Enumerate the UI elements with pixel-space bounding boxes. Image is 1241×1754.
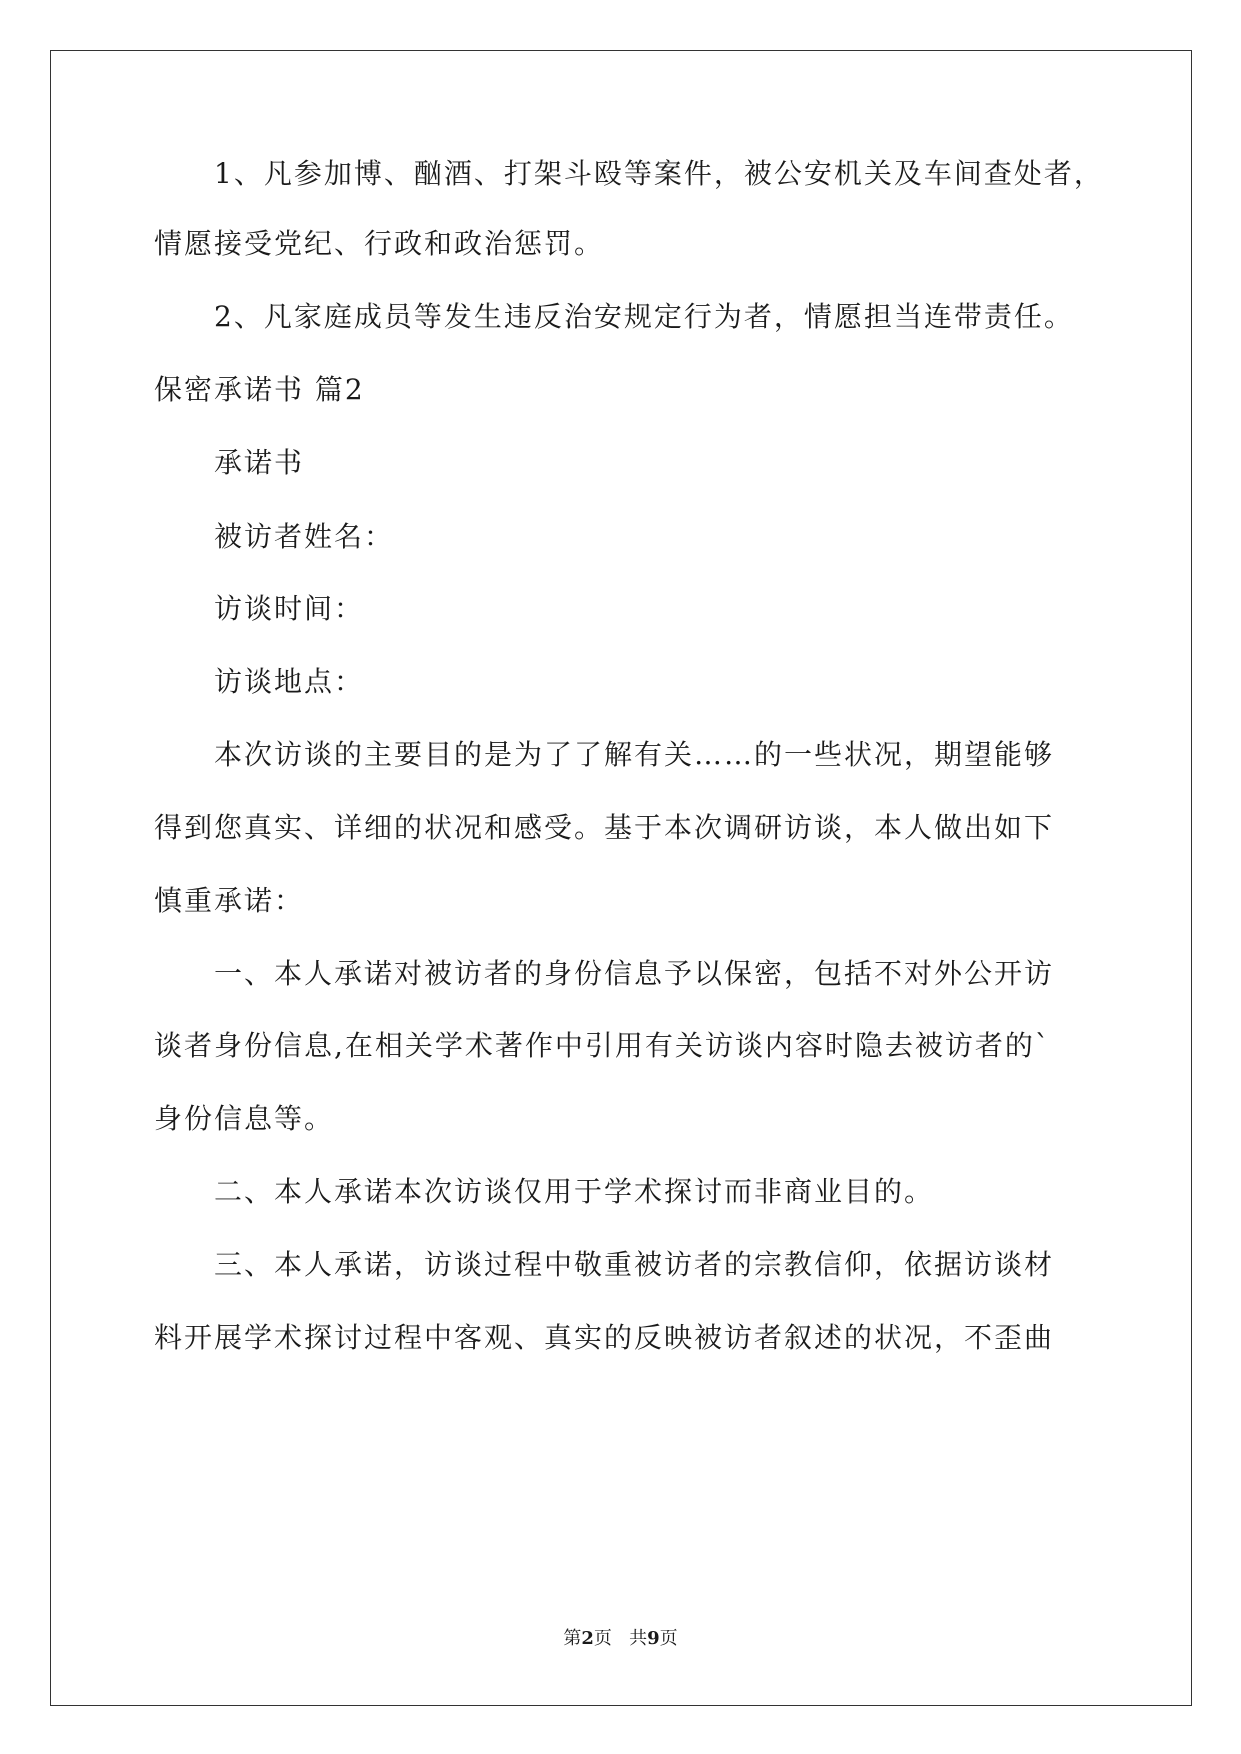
interviewee-name-field: 被访者姓名： bbox=[214, 520, 395, 553]
total-page-count: 9 bbox=[647, 1628, 660, 1649]
paragraph-line: 1、凡参加博、酗酒、打架斗殴等案件，被公安机关及车间查处者， bbox=[214, 157, 1104, 190]
footer-prefix: 第 bbox=[563, 1628, 582, 1649]
paragraph-line: 得到您真实、详细的状况和感受。基于本次调研访谈，本人做出如下 bbox=[154, 811, 1055, 844]
interview-location-field: 访谈地点： bbox=[214, 665, 365, 698]
paragraph-line: 谈者身份信息,在相关学术著作中引用有关访谈内容时隐去被访者的` bbox=[154, 1029, 1051, 1062]
paragraph-line: 情愿接受党纪、行政和政治惩罚。 bbox=[154, 227, 605, 260]
paragraph-line: 本次访谈的主要目的是为了了解有关……的一些状况，期望能够 bbox=[214, 738, 1055, 771]
paragraph-line: 二、本人承诺本次访谈仅用于学术探讨而非商业目的。 bbox=[214, 1175, 935, 1208]
interview-time-field: 访谈时间： bbox=[214, 592, 365, 625]
paragraph-line: 2、凡家庭成员等发生违反治安规定行为者，情愿担当连带责任。 bbox=[214, 300, 1074, 333]
section-heading: 保密承诺书 篇2 bbox=[154, 373, 365, 406]
paragraph-line: 三、本人承诺，访谈过程中敬重被访者的宗教信仰，依据访谈材 bbox=[214, 1248, 1055, 1281]
footer-mid: 页 共 bbox=[593, 1628, 648, 1649]
paragraph-line: 料开展学术探讨过程中客观、真实的反映被访者叙述的状况，不歪曲 bbox=[154, 1321, 1055, 1354]
page-number-footer bbox=[0, 1627, 1241, 1651]
document-subtitle: 承诺书 bbox=[214, 446, 305, 479]
current-page-number: 2 bbox=[581, 1628, 594, 1649]
footer-suffix: 页 bbox=[659, 1628, 678, 1649]
paragraph-line: 一、本人承诺对被访者的身份信息予以保密，包括不对外公开访 bbox=[214, 957, 1055, 990]
paragraph-line: 身份信息等。 bbox=[154, 1102, 335, 1135]
paragraph-line: 慎重承诺： bbox=[154, 884, 305, 917]
